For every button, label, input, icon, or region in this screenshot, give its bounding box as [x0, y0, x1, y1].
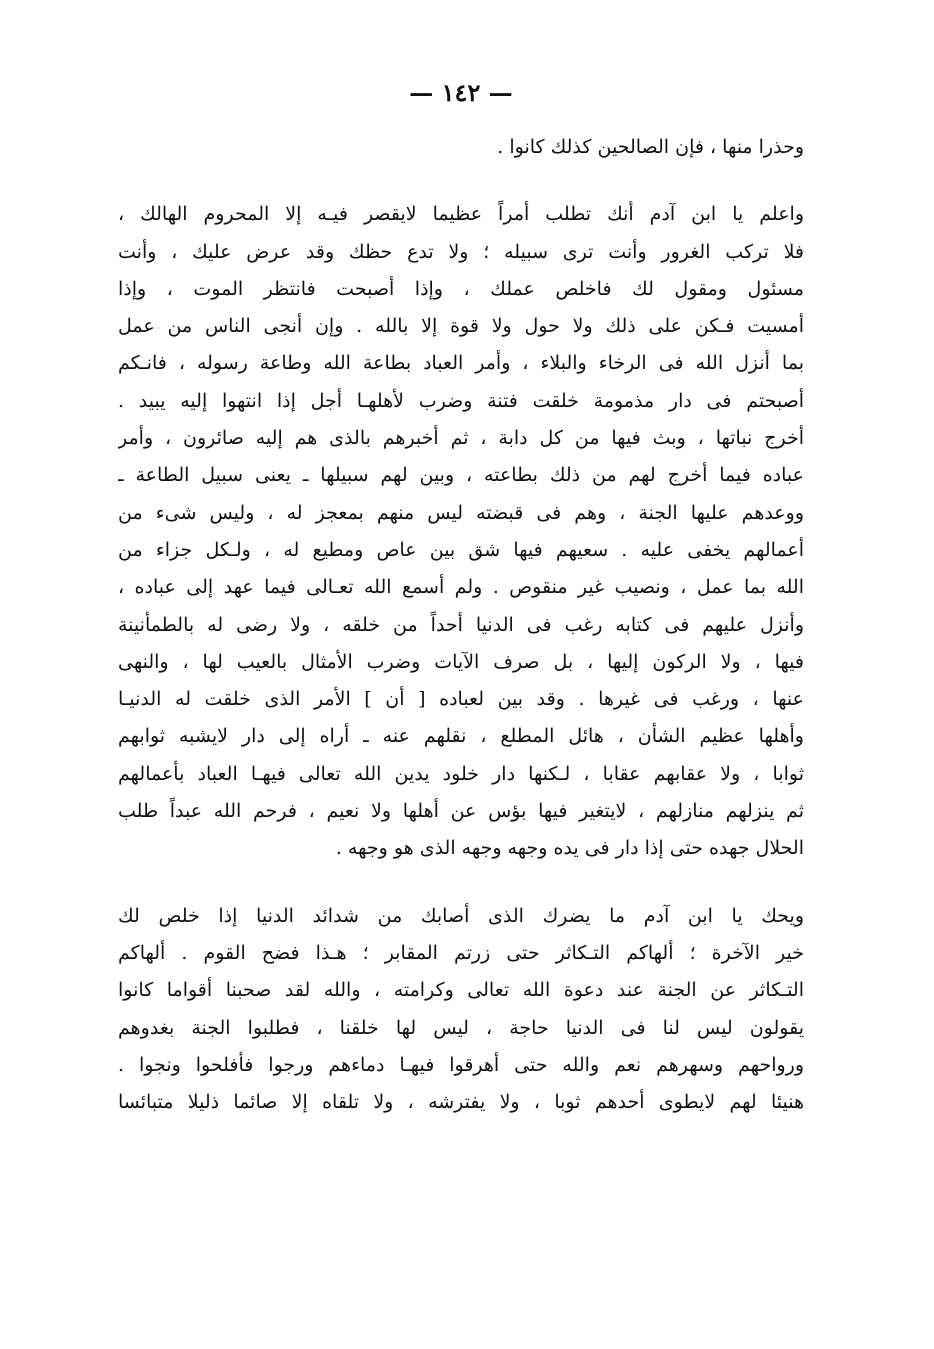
text-line: فيها ، ولا الركون إليها ، بل صرف الآيات وضرب الأمثال بالعيب لها ، والنهى	[118, 650, 804, 673]
text-line: يقولون ليس لنا فى الدنيا حاجة ، ليس لها خلقنا ، فطلبوا الجنة بغدوهم	[118, 1016, 804, 1039]
text-line: ثم ينزلهم منازلهم ، لايتغير فيها بؤس عن أهلها ولا نعيم ، فرحم الله عبداً طلب	[118, 800, 804, 823]
text-line: فلا تركب الغرور وأنت ترى سبيله ؛ ولا تدع حظك وقد عرض عليك ، وأنت	[118, 240, 804, 263]
text-line: عباده فيما أخرج لهم من ذلك بطاعته ، وبين لهم سبيلها ـ يعنى سبيل الطاعة ـ	[118, 464, 804, 487]
paragraph-gap	[118, 868, 804, 898]
paragraph-1	[118, 129, 804, 166]
paragraph-3	[118, 898, 804, 1122]
text-line: أصبحتم فى دار مذمومة خلقت فتنة وضرب لأهلهـا أجل إذا انتهوا إليه يبيد .	[118, 389, 804, 412]
text-line: الله بما عمل ، ونصيب غير منقوص . ولم أسمع الله تعـالى فيما عهد إلى عباده ،	[118, 576, 804, 599]
text-line: ثوابا ، ولا عقابهم عقابا ، لـكنها دار خلود يدين الله تعالى فيهـا العباد بأعمالهم	[118, 762, 804, 785]
text-line: أعمالهم يخفى عليه . سعيهم فيها شق بين عاص ومطيع له ، ولـكل جزاء من	[118, 538, 804, 561]
text-line: عنها ، ورغب فى غيرها . وقد بين لعباده [ أن ] الأمر الذى خلقت له الدنيـا	[118, 688, 804, 711]
page-number: — ١٤٢ —	[409, 78, 513, 107]
text-line: وأنزل عليهم فى كتابه رغب فى الدنيا أحداً من خلقه ، ولا رضى له بالطمأنينة	[118, 613, 804, 636]
text-line: ورواحهم وسهرهم نعم والله حتى أهرقوا فيهـا دماءهم ورجوا فأفلحوا ونجوا .	[118, 1053, 804, 1076]
text-line: مسئول ومقول لك فاخلص عملك ، وإذا أصبحت فانتظر الموت ، وإذا	[118, 277, 804, 300]
text-line: بما أنزل الله فى الرخاء والبلاء ، وأمر العباد بطاعة الله وطاعة رسوله ، فانـكم	[118, 352, 804, 375]
text-body	[118, 129, 804, 1121]
text-line: أمسيت فـكن على ذلك ولا حول ولا قوة إلا بالله . وإن أنجى الناس من عمل	[118, 315, 804, 338]
text-line: الحلال جهده حتى إذا دار فى يده وجهه وجهه الذى هو وجهه .	[335, 837, 804, 860]
text-line: هنيئا لهم لايطوى أحدهم ثوبا ، ولا يفترشه ، ولا تلقاه إلا صائما ذليلا متبائسا	[118, 1091, 804, 1114]
text-line: وحذرا منها ، فإن الصالحين كذلك كانوا .	[497, 136, 804, 158]
text-line: خير الآخرة ؛ ألهاكم التـكاثر حتى زرتم المقابر ؛ هـذا فضح القوم . ألهاكم	[118, 941, 804, 964]
text-line: واعلم يا ابن آدم أنك تطلب أمراً عظيما لايقصر فيـه إلا المحروم الهالك ،	[118, 203, 804, 226]
text-line: التـكاثر عن الجنة عند دعوة الله تعالى وكرامته ، والله لقد صحبنا أقواما كانوا	[118, 979, 804, 1002]
text-line: أخرج نباتها ، وبث فيها من كل دابة ، ثم أخبرهم بالذى هم إليه صائرون ، وأمر	[118, 427, 804, 450]
text-line: ويحك يا ابن آدم ما يضرك الذى أصابك من شدائد الدنيا إذا خلص لك	[118, 904, 804, 927]
paragraph-2	[118, 196, 804, 867]
text-line: وأهلها عظيم الشأن ، هائل المطلع ، نقلهم عنه ـ أراه إلى دار لايشبه ثوابهم	[118, 725, 804, 748]
text-line: ووعدهم عليها الجنة ، وهم فى قبضته ليس منهم بمعجز له ، وليس شىء من	[118, 501, 804, 524]
paragraph-gap	[118, 166, 804, 196]
